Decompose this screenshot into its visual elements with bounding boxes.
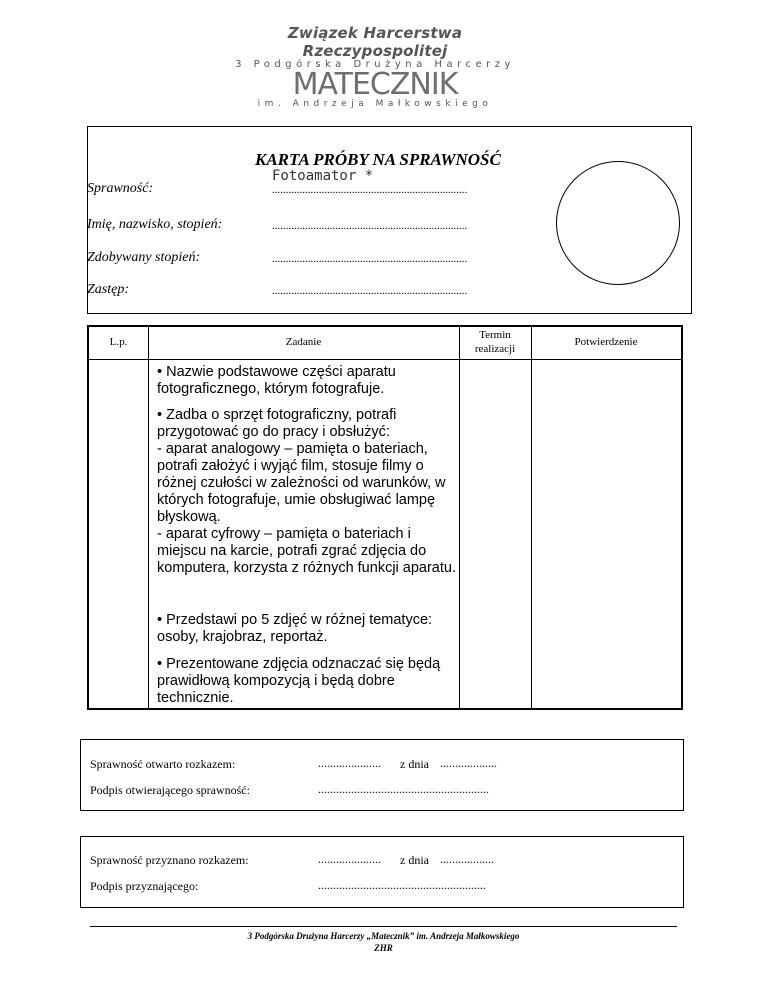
footer-divider [90,926,677,927]
patrol-dots[interactable]: ....................................................................... [272,285,468,297]
logo-team-name: MATECZNIK [292,67,458,102]
logo-patron: im. Andrzeja Małkowskiego [257,99,493,109]
photo-placeholder [556,161,680,285]
granted-sign-dots[interactable]: ........................................................ [318,878,486,892]
rank-dots[interactable]: ....................................................................... [272,253,468,265]
organization-logo [225,22,525,109]
task-item-1: • Nazwie podstawowe części aparatu fotograficznego, którym fotografuje. [157,364,396,397]
name-dots[interactable]: ....................................................................... [272,220,468,232]
header-deadline: Termin realizacji [474,329,516,355]
granted-sign-label: Podpis przyznającego: [90,879,199,893]
page-footer [90,930,677,954]
column-divider [531,327,532,708]
header-divider [89,359,681,360]
footer-line-2: ZHR [374,943,393,953]
header-lp: L.p. [109,336,128,348]
logo-org-name: Związek Harcerstwa Rzeczypospolitej [287,24,463,60]
footer-line-1: 3 Podgórska Drużyna Harcerzy „Matecznik” im. Andrzeja Małkowskiego [247,931,520,941]
task-item-2: • Zadba o sprzęt fotograficzny, potrafi przygotować go do pracy i obsłużyć: - aparat analogowy – pamięta o bateriach, potrafi założyć i wyjąć film, stosuje filmy o różnej czułości w zależności od warunków, w których fotografuje, umie obsługiwać lampę błyskową. - aparat cyfrowy – pamięta o bateriach i miejscu na karcie, potrafi zgrać zdjęcia do komputera, korzysta z różnych funkcji aparatu. [157,407,456,576]
opened-section [80,739,684,811]
granted-order-dots[interactable]: ..................... [318,852,381,866]
column-divider [459,327,460,708]
header-task: Zadanie [285,336,322,348]
header-confirm: Potwierdzenie [574,336,638,348]
patrol-label: Zastęp: [87,282,129,297]
badge-dots[interactable]: ....................................................................... [272,184,468,196]
logo-unit-name: 3 Podgórska Drużyna Harcerzy [235,59,515,70]
task-item-3: • Przedstawi po 5 zdjęć w różnej tematyce: osoby, krajobraz, reportaż. [157,612,433,645]
opened-sign-dots[interactable]: ......................................................... [318,782,489,796]
task-table [87,325,683,710]
badge-label: Sprawność: [87,181,154,196]
granted-order-label: Sprawność przyznano rozkazem: [90,853,249,867]
column-divider [148,327,149,708]
opened-date-dots[interactable]: ................... [440,756,497,770]
granted-section [80,836,684,908]
task-item-4: • Prezentowane zdjęcia odznaczać się będą prawidłową kompozycją i będą dobre technicznie. [157,656,441,706]
opened-order-label: Sprawność otwarto rozkazem: [90,757,236,771]
granted-date-label: z dnia [400,853,429,867]
opened-order-dots[interactable]: ..................... [318,756,381,770]
rank-label: Zdobywany stopień: [87,250,201,265]
card-title: KARTA PRÓBY NA SPRAWNOŚĆ [255,150,501,169]
name-label: Imię, nazwisko, stopień: [87,217,223,232]
opened-date-label: z dnia [400,757,429,771]
opened-sign-label: Podpis otwierającego sprawność: [90,783,250,797]
badge-name-value[interactable]: Fotoamator * [272,168,374,184]
granted-date-dots[interactable]: .................. [440,852,494,866]
